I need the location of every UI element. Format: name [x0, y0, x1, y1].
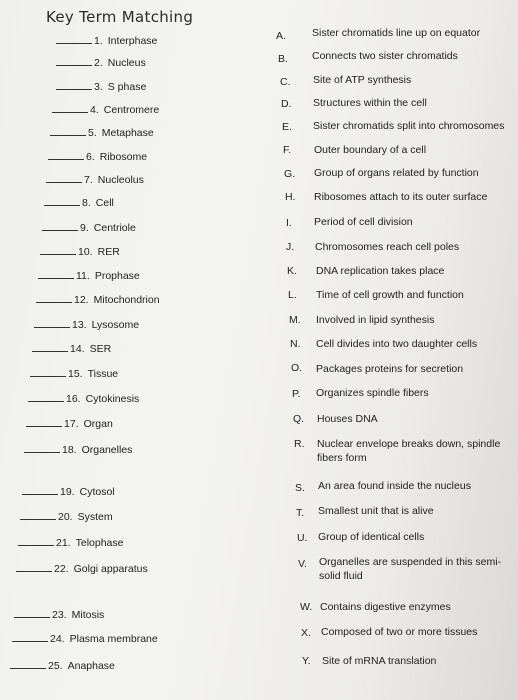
term-number: 23.: [52, 609, 67, 621]
definition-text: Site of ATP synthesis: [313, 74, 412, 86]
answer-blank[interactable]: [14, 617, 50, 618]
term-number: 7.: [84, 174, 93, 186]
term-number: 14.: [70, 343, 85, 355]
term-text: Tissue: [87, 368, 119, 380]
term-number: 17.: [64, 418, 79, 430]
definition-text: Composed of two or more tissues: [321, 626, 478, 638]
definition-text: Houses DNA: [317, 413, 378, 425]
term-item: [16, 559, 148, 575]
term-item: [24, 440, 132, 456]
term-item: [56, 53, 146, 69]
definition-letter: X.: [301, 627, 311, 639]
term-text: Golgi apparatus: [73, 563, 148, 575]
worksheet-title: Key Term Matching: [46, 8, 194, 26]
term-text: Mitochondrion: [93, 294, 160, 306]
definition-text: Ribosomes attach to its outer surface: [314, 191, 488, 203]
answer-blank[interactable]: [18, 545, 54, 546]
term-item: [18, 533, 123, 549]
term-text: Interphase: [107, 35, 158, 47]
term-item: [10, 656, 115, 672]
term-item: [38, 266, 140, 282]
answer-blank[interactable]: [26, 426, 62, 427]
definition-letter: I.: [286, 217, 292, 229]
term-text: Mitosis: [71, 609, 105, 621]
term-text: Centromere: [103, 104, 160, 116]
term-number: 25.: [48, 660, 63, 672]
answer-blank[interactable]: [46, 182, 82, 183]
term-text: System: [77, 511, 113, 523]
answer-blank[interactable]: [56, 65, 92, 66]
definition-letter: C.: [280, 76, 291, 88]
definition-letter: P.: [292, 388, 301, 400]
answer-blank[interactable]: [34, 327, 70, 328]
term-item: [34, 315, 139, 331]
term-number: 10.: [78, 246, 93, 258]
term-item: [42, 218, 136, 234]
definition-text: Contains digestive enzymes: [320, 601, 451, 613]
definition-text: Connects two sister chromatids: [312, 50, 458, 62]
term-number: 19.: [60, 486, 75, 498]
term-number: 2.: [94, 57, 103, 69]
term-number: 6.: [86, 151, 95, 163]
definition-letter: G.: [284, 168, 296, 180]
term-item: [44, 193, 114, 209]
answer-blank[interactable]: [48, 159, 84, 160]
term-item: [22, 482, 115, 498]
answer-blank[interactable]: [38, 278, 74, 279]
term-item: [30, 364, 118, 380]
answer-blank[interactable]: [56, 89, 92, 90]
definition-text: Sister chromatids line up on equator: [312, 27, 481, 39]
term-text: Prophase: [94, 270, 140, 282]
answer-blank[interactable]: [36, 302, 72, 303]
definition-text: Time of cell growth and function: [316, 289, 464, 301]
answer-blank[interactable]: [44, 205, 80, 206]
term-item: [32, 339, 111, 355]
term-item: [40, 242, 120, 258]
term-item: [56, 31, 157, 47]
term-number: 11.: [76, 270, 90, 282]
definition-letter: L.: [288, 289, 297, 301]
definition-letter: T.: [296, 507, 305, 519]
term-number: 18.: [62, 444, 77, 456]
definition-text: Cell divides into two daughter cells: [316, 338, 478, 350]
term-number: 22.: [54, 563, 69, 575]
definition-letter: D.: [281, 98, 292, 110]
definition-text: Site of mRNA translation: [322, 655, 437, 667]
definition-letter: K.: [287, 265, 297, 277]
definition-text: Period of cell division: [314, 216, 413, 228]
definition-text: Organelles are suspended in this semi-solid fluid: [319, 556, 502, 582]
definition-text: Smallest unit that is alive: [318, 505, 434, 517]
term-item: [12, 629, 158, 645]
answer-blank[interactable]: [10, 668, 46, 669]
term-text: Anaphase: [67, 660, 115, 672]
term-number: 9.: [80, 222, 89, 234]
term-item: [28, 389, 139, 405]
definition-letter: J.: [286, 241, 295, 253]
definition-text: Group of identical cells: [318, 531, 425, 543]
definition-text: Chromosomes reach cell poles: [315, 241, 460, 253]
answer-blank[interactable]: [52, 112, 88, 113]
term-text: RER: [97, 246, 120, 258]
term-text: Centriole: [93, 222, 136, 234]
definition-letter: O.: [291, 362, 303, 374]
definition-letter: B.: [278, 53, 288, 65]
term-text: Organelles: [81, 444, 133, 456]
definition-text: Outer boundary of a cell: [314, 144, 427, 156]
term-item: [20, 507, 113, 523]
term-text: Lysosome: [91, 319, 140, 331]
definition-text: An area found inside the nucleus: [318, 480, 471, 492]
answer-blank[interactable]: [28, 401, 64, 402]
answer-blank[interactable]: [16, 571, 52, 572]
term-item: [52, 100, 159, 116]
definition-letter: U.: [297, 532, 308, 544]
definition-text: Sister chromatids split into chromosomes: [313, 120, 505, 132]
term-number: 16.: [66, 393, 81, 405]
term-text: Cytosol: [79, 486, 115, 498]
definition-letter: A.: [276, 30, 286, 42]
answer-blank[interactable]: [50, 135, 86, 136]
definition-letter: V.: [298, 558, 307, 570]
term-number: 12.: [74, 294, 89, 306]
term-number: 5.: [88, 127, 97, 139]
term-text: Ribosome: [99, 151, 148, 163]
definition-letter: R.: [294, 438, 305, 450]
term-number: 20.: [58, 511, 73, 523]
answer-blank[interactable]: [32, 351, 68, 352]
term-item: [36, 290, 160, 306]
answer-blank[interactable]: [12, 641, 48, 642]
definition-letter: M.: [289, 314, 301, 326]
term-text: Metaphase: [101, 127, 154, 139]
definition-letter: H.: [285, 191, 296, 203]
answer-blank[interactable]: [20, 519, 56, 520]
term-text: SER: [89, 343, 112, 355]
definition-text: Organizes spindle fibers: [316, 387, 429, 399]
term-item: [26, 414, 113, 430]
definition-letter: E.: [282, 121, 292, 133]
term-number: 3.: [94, 81, 103, 93]
term-text: Nucleolus: [97, 174, 144, 186]
answer-blank[interactable]: [22, 494, 58, 495]
answer-blank[interactable]: [56, 43, 92, 44]
term-number: 1.: [94, 35, 103, 47]
term-number: 8.: [82, 197, 91, 209]
definition-text: Structures within the cell: [313, 97, 427, 109]
term-text: Nucleus: [107, 57, 146, 69]
definition-text: DNA replication takes place: [316, 265, 445, 277]
term-text: Organ: [83, 418, 113, 430]
term-text: Cell: [95, 197, 114, 209]
definition-letter: W.: [300, 601, 313, 613]
answer-blank[interactable]: [30, 376, 66, 377]
definition-letter: Q.: [293, 413, 305, 425]
definition-text: Nuclear envelope breaks down, spindle fibers form: [317, 438, 501, 464]
term-number: 13.: [72, 319, 87, 331]
term-number: 15.: [68, 368, 83, 380]
term-item: [14, 605, 104, 621]
definition-letter: F.: [283, 144, 292, 156]
answer-blank[interactable]: [42, 230, 78, 231]
term-number: 21.: [56, 537, 71, 549]
definition-letter: Y.: [302, 655, 311, 667]
answer-blank[interactable]: [24, 452, 60, 453]
term-number: 24.: [50, 633, 65, 645]
definition-letter: S.: [295, 482, 305, 494]
term-text: Telophase: [75, 537, 124, 549]
term-item: [48, 147, 147, 163]
term-item: [50, 123, 154, 139]
term-text: Plasma membrane: [69, 633, 158, 645]
term-item: [56, 77, 146, 93]
term-text: S phase: [107, 81, 147, 93]
definition-text: Group of organs related by function: [314, 167, 479, 179]
term-text: Cytokinesis: [85, 393, 140, 405]
term-item: [46, 170, 144, 186]
answer-blank[interactable]: [40, 254, 76, 255]
definition-text: Packages proteins for secretion: [316, 363, 464, 375]
definition-text: Involved in lipid synthesis: [316, 314, 435, 326]
term-number: 4.: [90, 104, 99, 116]
definition-letter: N.: [290, 338, 301, 350]
